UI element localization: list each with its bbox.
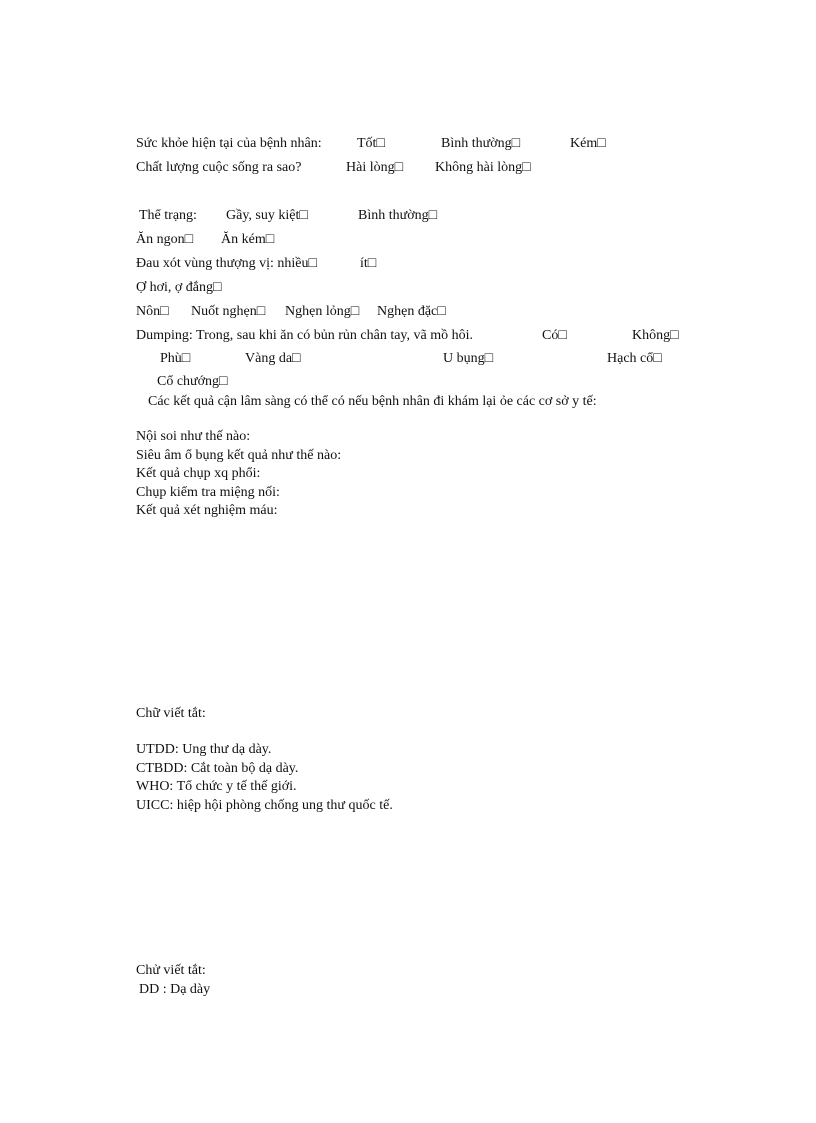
body-option-normal: Bình thường□ — [358, 208, 438, 223]
life-quality-label: Chất lượng cuộc sống ra sao? — [136, 160, 302, 175]
dumping-option-yes: Có□ — [542, 328, 567, 343]
belch-label: Ợ hơi, ợ đắng□ — [136, 280, 222, 295]
lab-item: Chụp kiểm tra miệng nối: — [136, 485, 280, 500]
abbreviations-heading: Chữ viết tắt: — [136, 706, 206, 721]
abbreviation-item: WHO: Tổ chức y tế thế giới. — [136, 779, 297, 794]
lab-item: Siêu âm ổ bụng kết quả như thế nào: — [136, 448, 342, 463]
dysphagia-liquid-option: Nghẹn lỏng□ — [285, 304, 360, 319]
health-label: Sức khỏe hiện tại của bệnh nhân: — [136, 136, 322, 151]
health-option-normal: Bình thường□ — [441, 136, 521, 151]
life-option-unsatisfied: Không hài lòng□ — [435, 160, 531, 175]
health-option-good: Tốt□ — [357, 136, 385, 151]
sign-abdominal-mass: U bụng□ — [443, 351, 494, 366]
eat-option-poor: Ăn kém□ — [221, 232, 275, 247]
dumping-label: Dumping: Trong, sau khi ăn có bủn rủn chân tay, vã mồ hôi. — [136, 328, 474, 343]
lab-intro: Các kết quả cận lâm sàng có thể có nếu bệnh nhân đi khám lại ỏe các cơ sở y tế: — [148, 394, 597, 409]
lab-item: Nội soi như thế nào: — [136, 429, 251, 444]
dumping-option-no: Không□ — [632, 328, 679, 343]
dysphagia-option: Nuốt nghẹn□ — [191, 304, 266, 319]
pain-option-little: ít□ — [360, 256, 377, 271]
lab-item: Kết quả chụp xq phổi: — [136, 466, 261, 481]
health-option-poor: Kém□ — [570, 136, 606, 151]
sign-jaundice: Vàng da□ — [245, 351, 301, 366]
lab-item: Kết quả xét nghiệm máu: — [136, 503, 278, 518]
abbreviation-item: UTDD: Ung thư dạ dày. — [136, 742, 272, 757]
dysphagia-solid-option: Nghẹn đặc□ — [377, 304, 446, 319]
vomit-option: Nôn□ — [136, 304, 169, 319]
eat-option-good: Ăn ngon□ — [136, 232, 194, 247]
sign-edema: Phù□ — [160, 351, 191, 366]
life-option-satisfied: Hài lòng□ — [346, 160, 404, 175]
pain-label: Đau xót vùng thượng vị: nhiều□ — [136, 256, 317, 271]
abbreviations-heading-2: Chử viết tắt: — [136, 963, 206, 978]
abbreviation-item: CTBDD: Cắt toàn bộ dạ dày. — [136, 761, 299, 776]
body-condition-label: Thể trạng: — [139, 208, 197, 223]
abbreviation-item: DD : Dạ dày — [139, 982, 211, 997]
sign-neck-lymph: Hạch cổ□ — [607, 351, 662, 366]
abbreviation-item: UICC: hiệp hội phòng chống ung thư quốc tế. — [136, 798, 393, 813]
sign-ascites: Cổ chướng□ — [157, 374, 228, 389]
body-option-thin: Gầy, suy kiệt□ — [226, 208, 308, 223]
